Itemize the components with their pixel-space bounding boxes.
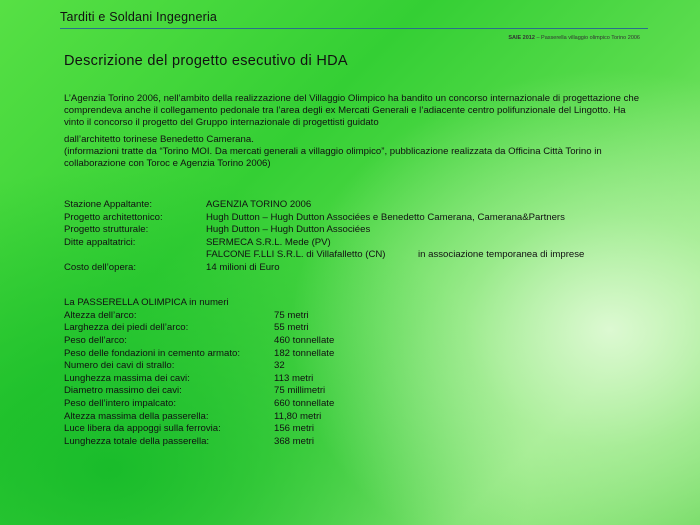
stat-row [64,322,309,335]
intro-paragraph-end: dall’architetto torinese Benedetto Camerana. [64,133,254,145]
bridge-stats [64,297,335,448]
stat-value: 182 tonnellate [274,347,335,359]
detail-label: Costo dell’opera: [64,261,136,273]
detail-label: Progetto strutturale: [64,224,149,235]
stat-row [64,309,309,323]
stat-value: 55 metri [274,322,309,334]
detail-label: Stazione Appaltante: [64,199,153,210]
detail-value: Hugh Dutton – Hugh Dutton Associées e Benedetto Camerana, Camerana&Partners [206,211,565,223]
stat-label: Peso dell’arco: [64,334,127,346]
stat-value: 660 tonnellate [274,397,335,409]
header-rule [60,28,648,29]
stat-row [64,410,322,424]
stat-label: Larghezza dei piedi dell’arco: [64,322,189,334]
stat-label: Peso delle fondazioni in cemento armato: [64,347,240,359]
event-label: SAIE 2012 [508,35,535,41]
stat-value: 368 metri [274,435,314,447]
stat-label: Diametro massimo dei cavi: [64,385,182,397]
detail-value: 14 milioni di Euro [206,261,280,273]
stat-label: Lunghezza totale della passerella: [64,435,210,447]
stat-row [64,347,335,361]
intro-paragraph: L’Agenzia Torino 2006, nell’ambito della realizzazione del Villaggio Olimpico ha bandito un concorso internazionale di progettazione che comprendeva anche il collegamento pedonale tra l’area degli ex Mercati Generali e l’adiacente centro polifunzionale del Lingotto. Ha vinto il concorso il progetto del Gruppo internazionale di progettisti guidato [64,93,640,129]
detail-label: Ditte appaltatrici: [64,236,136,248]
stat-label: Numero dei cavi di strallo: [64,360,175,372]
stat-row [64,435,314,449]
stat-row [64,372,314,386]
slide-title: Descrizione del progetto esecutivo di HDA [64,53,348,69]
stat-row [64,423,314,436]
stat-row [64,385,326,398]
stat-row [64,360,285,373]
project-label: – Passerella villaggio olimpico Torino 2006 [534,35,640,41]
stat-value: 156 metri [274,423,314,435]
detail-extra: in associazione temporanea di imprese [418,249,585,260]
stat-row [64,397,335,411]
stat-label: Altezza massima della passerella: [64,410,209,422]
stat-row [64,334,335,348]
stat-label: Peso dell’intero impalcato: [64,397,176,409]
stat-label: Altezza dell’arco: [64,309,137,321]
detail-value: SERMECA S.R.L. Mede (PV) [206,236,331,248]
stat-value: 113 metri [274,372,314,384]
stat-label: Luce libera da appoggi sulla ferrovia: [64,423,221,435]
stat-value: 75 metri [274,309,309,321]
detail-value: Hugh Dutton – Hugh Dutton Associées [206,224,371,235]
company-name: Tarditi e Soldani Ingegneria [60,10,218,24]
stat-value: 32 [274,360,285,372]
detail-value: FALCONE F.LLI S.R.L. di Villafalletto (CN) [206,249,386,260]
stat-value: 75 millimetri [274,385,326,397]
detail-label: Progetto architettonico: [64,211,163,223]
stat-value: 460 tonnellate [274,334,335,346]
source-note: (informazioni tratte da “Torino MOI. Da mercati generali a villaggio olimpico”, pubblicazione realizzata da Officina Città Torino in collaborazione con Toroc e Agenzia Torino 2006) [64,145,602,170]
slide-meta [508,35,640,41]
stat-label: Lunghezza massima dei cavi: [64,372,190,384]
stat-value: 11,80 metri [274,410,322,422]
slide-header [0,0,700,41]
detail-value: AGENZIA TORINO 2006 [206,199,312,210]
stats-heading: La PASSERELLA OLIMPICA in numeri [64,297,229,308]
intro-text [64,93,644,170]
